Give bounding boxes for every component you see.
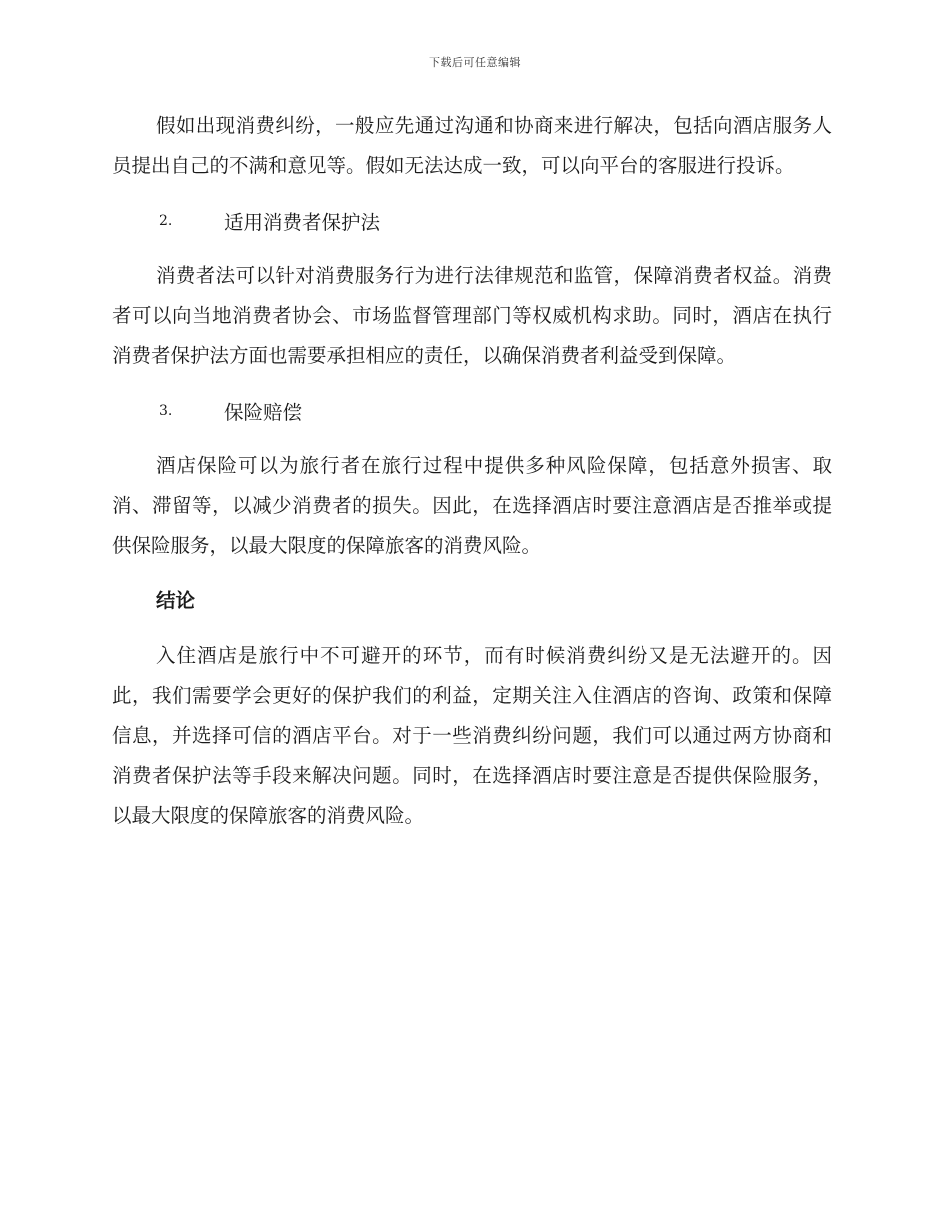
list-item-insurance [112, 391, 832, 431]
list-label: 保险赔偿 [224, 401, 303, 424]
paragraph-insurance: 酒店保险可以为旅行者在旅行过程中提供多种风险保障，包括意外损害、取消、滞留等，以减少消费者的损失。因此，在选择酒店时要注意酒店是否推举或提供保险服务，以最大限度的保障旅客的消费风险。 [112, 454, 832, 557]
list-number: 3. [159, 403, 173, 419]
list-item-consumer-protection-law [112, 201, 832, 241]
paragraph-dispute-negotiation: 假如出现消费纠纷，一般应先通过沟通和协商来进行解决，包括向酒店服务人员提出自己的不满和意见等。假如无法达成一致，可以向平台的客服进行投诉。 [112, 114, 832, 177]
paragraph-conclusion: 入住酒店是旅行中不可避开的环节，而有时候消费纠纷又是无法避开的。因此，我们需要学会更好的保护我们的利益，定期关注入住酒店的咨询、政策和保障信息，并选择可信的酒店平台。对于一些消费纠纷问题，我们可以通过两方协商和消费者保护法等手段来解决问题。同时，在选择酒店时要注意是否提供保险服务，以最大限度的保障旅客的消费风险。 [112, 644, 832, 827]
page-header: 下载后可任意编辑 [429, 56, 521, 69]
document-body [112, 106, 832, 851]
list-number: 2. [159, 213, 173, 229]
list-label: 适用消费者保护法 [224, 211, 381, 234]
section-heading-conclusion: 结论 [156, 589, 196, 612]
paragraph-consumer-law: 消费者法可以针对消费服务行为进行法律规范和监管，保障消费者权益。消费者可以向当地消费者协会、市场监督管理部门等权威机构求助。同时，酒店在执行消费者保护法方面也需要承担相应的责任，以确保消费者利益受到保障。 [112, 264, 832, 367]
